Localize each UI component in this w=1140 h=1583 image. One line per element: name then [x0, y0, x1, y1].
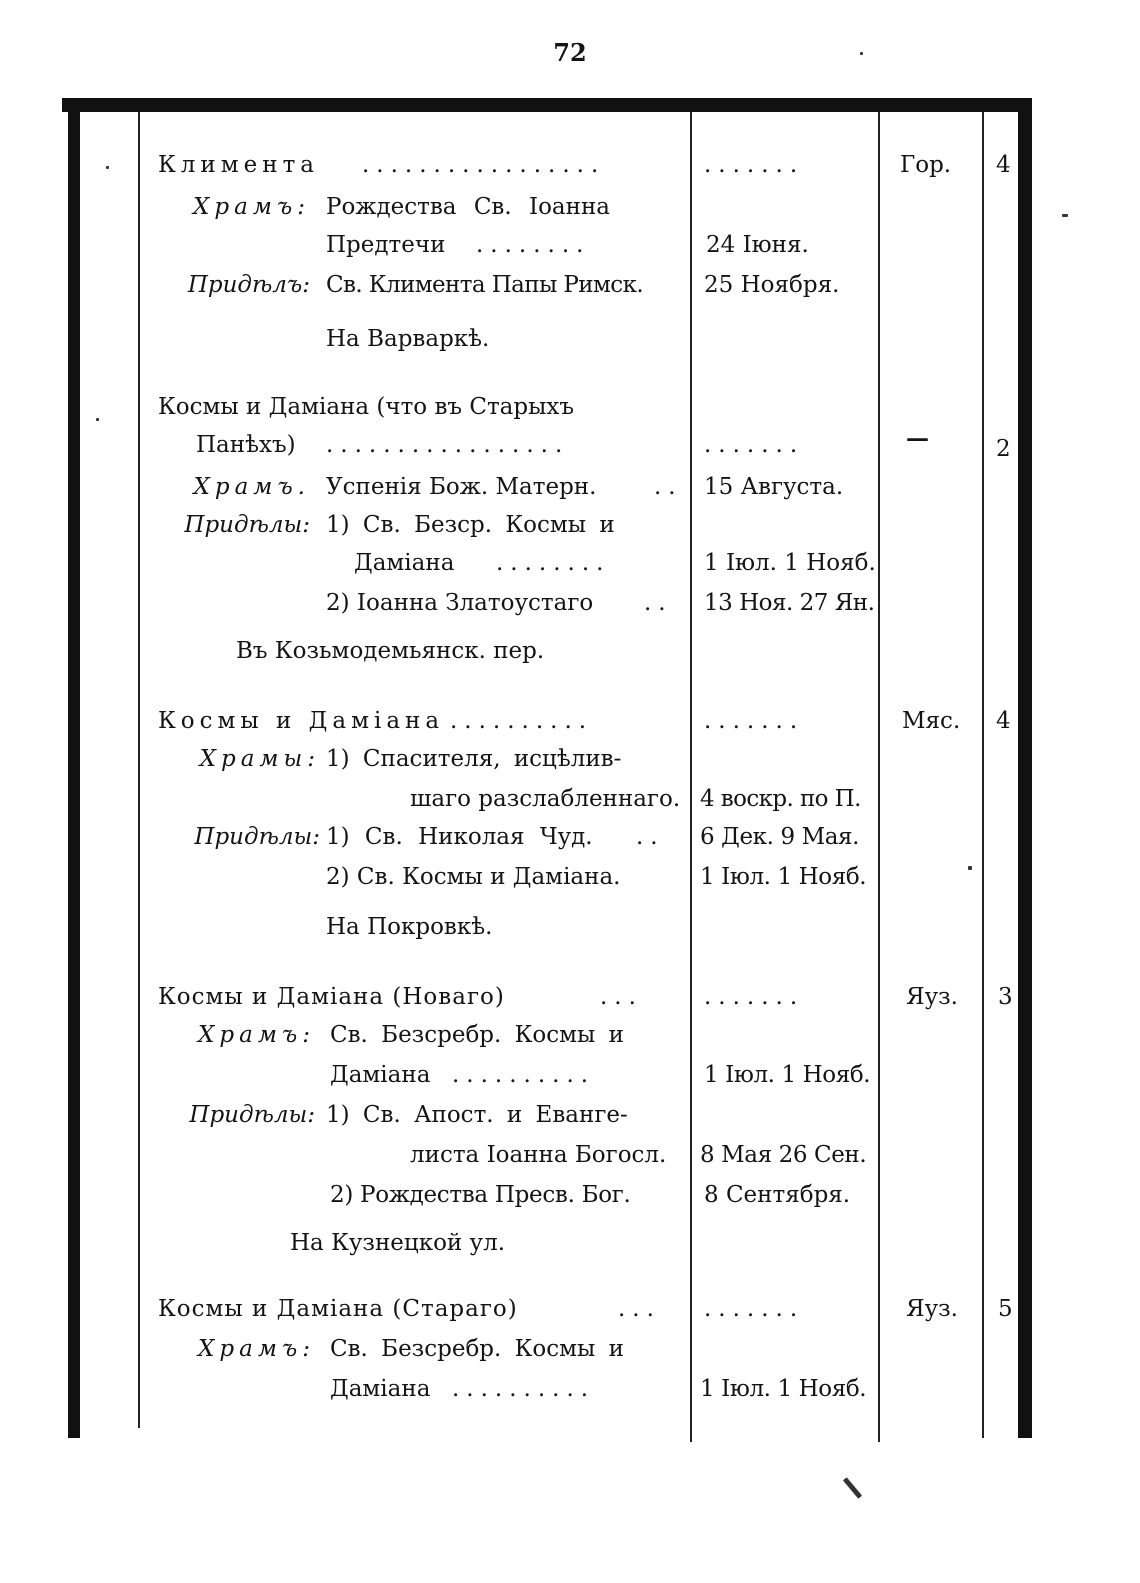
feast-date: 13 Ноя. 27 Ян. [704, 590, 875, 616]
church-location: На Кузнецкой ул. [290, 1230, 506, 1256]
dedication-text: 2) Рождества Пресв. Бог. [330, 1182, 631, 1208]
dot-leader: .. [636, 824, 665, 850]
temple-label: Храмъ. [193, 474, 310, 500]
scan-speck [968, 866, 972, 870]
column-divider [878, 112, 880, 1442]
dedication-text: Даміана [330, 1062, 431, 1088]
dot-leader: ....... [704, 152, 805, 178]
dot-leader: .......... [452, 1376, 596, 1402]
dedication-text: Св. Безсребр. Космы и [330, 1336, 624, 1362]
city-part: Гор. [900, 152, 952, 178]
feast-date: 6 Дек. 9 Мая. [700, 824, 860, 850]
column-divider [982, 112, 984, 1438]
dedication-text: Даміана [330, 1376, 431, 1402]
dedication-text: 1) Св. Безср. Космы и [326, 512, 615, 538]
dot-leader: .......... [452, 1062, 596, 1088]
dedication-text: Успенія Бож. Матерн. [326, 474, 597, 500]
dot-leader: ....... [704, 708, 805, 734]
dedication-text: Даміана [354, 550, 455, 576]
dot-leader: ....... [704, 1296, 805, 1322]
dot-leader: ....... [704, 984, 805, 1010]
dedication-text: 1) Св. Апост. и Еванге- [326, 1102, 628, 1128]
dot-leader: ... [618, 1296, 661, 1322]
dot-leader: ... [600, 984, 643, 1010]
feast-date: 25 Ноября. [704, 272, 840, 298]
feast-date: 4 воскр. по П. [700, 786, 861, 812]
church-count: 2 [996, 436, 1011, 462]
temple-label: Храмъ: [198, 1022, 315, 1048]
city-part: Яуз. [906, 984, 958, 1010]
dot-leader: ........ [496, 550, 611, 576]
dedication-text: листа Іоанна Богосл. [410, 1142, 667, 1168]
dedication-text: 1) Спасителя, исцѣлив- [326, 746, 622, 772]
church-name: Космы и Даміана (что въ Старыхъ [158, 394, 575, 420]
church-count: 4 [996, 152, 1011, 178]
church-count: 5 [998, 1296, 1013, 1322]
feast-date: 24 Іюня. [706, 232, 809, 258]
dot-leader: .. [644, 590, 673, 616]
church-location: На Покровкѣ. [326, 914, 493, 940]
dot-leader: .. [654, 474, 683, 500]
dot-leader: ........ [476, 232, 591, 258]
table-top-rule [62, 98, 1032, 112]
church-name: Космы и Даміана (Новаго) [158, 984, 505, 1010]
scan-speck [843, 1477, 862, 1499]
table-left-rule [68, 98, 80, 1438]
city-part: Яуз. [906, 1296, 958, 1322]
church-name: Космы и Даміана [158, 708, 445, 734]
scan-speck [96, 418, 99, 421]
church-name-continued: Панѣхъ) [196, 432, 296, 458]
feast-date: 1 Іюл. 1 Нояб. [700, 1376, 867, 1402]
scan-speck [1062, 214, 1068, 217]
chapel-label: Придѣлы: [189, 1102, 315, 1128]
table-right-rule [1018, 98, 1032, 1438]
feast-date: 1 Іюл. 1 Нояб. [700, 864, 867, 890]
city-part: Мяс. [902, 708, 961, 734]
dedication-text: шаго разслабленнаго. [410, 786, 681, 812]
church-count: 4 [996, 708, 1011, 734]
scan-speck [860, 52, 863, 55]
city-part: — [906, 425, 929, 452]
chapel-label: Придѣлы: [194, 824, 320, 850]
dot-leader: ................. [362, 152, 606, 178]
church-count: 3 [998, 984, 1013, 1010]
dedication-text: 1) Св. Николая Чуд. [326, 824, 593, 850]
feast-date: 1 Іюл. 1 Нояб. [704, 550, 876, 576]
temple-label: Храмы: [199, 746, 320, 772]
dedication-text: Предтечи [326, 232, 446, 258]
church-name: Климента [158, 152, 320, 178]
temple-label: Храмъ: [198, 1336, 315, 1362]
scan-speck [106, 166, 109, 169]
column-divider [138, 112, 140, 1428]
feast-date: 15 Августа. [704, 474, 844, 500]
column-divider [690, 112, 692, 1442]
temple-label: Храмъ: [193, 194, 310, 220]
feast-date: 8 Мая 26 Сен. [700, 1142, 867, 1168]
chapel-label: Придѣлы: [184, 512, 310, 538]
church-name: Космы и Даміана (Стараго) [158, 1296, 518, 1322]
dedication-text: 2) Св. Космы и Даміана. [326, 864, 621, 890]
dot-leader: ................. [326, 432, 570, 458]
church-location: На Варваркѣ. [326, 326, 490, 352]
dot-leader: .......... [450, 708, 594, 734]
feast-date: 8 Сентября. [704, 1182, 851, 1208]
feast-date: 1 Іюл. 1 Нояб. [704, 1062, 871, 1088]
page-number: 72 [553, 38, 587, 67]
chapel-label: Придѣлъ: [187, 272, 310, 298]
dedication-text: Св. Безсребр. Космы и [330, 1022, 624, 1048]
dedication-text: 2) Іоанна Златоустаго [326, 590, 594, 616]
church-location: Въ Козьмодемьянск. пер. [236, 638, 545, 664]
dot-leader: ....... [704, 432, 805, 458]
dedication-text: Св. Климента Папы Римск. [326, 272, 644, 298]
dedication-text: Рождества Св. Іоанна [326, 194, 611, 220]
